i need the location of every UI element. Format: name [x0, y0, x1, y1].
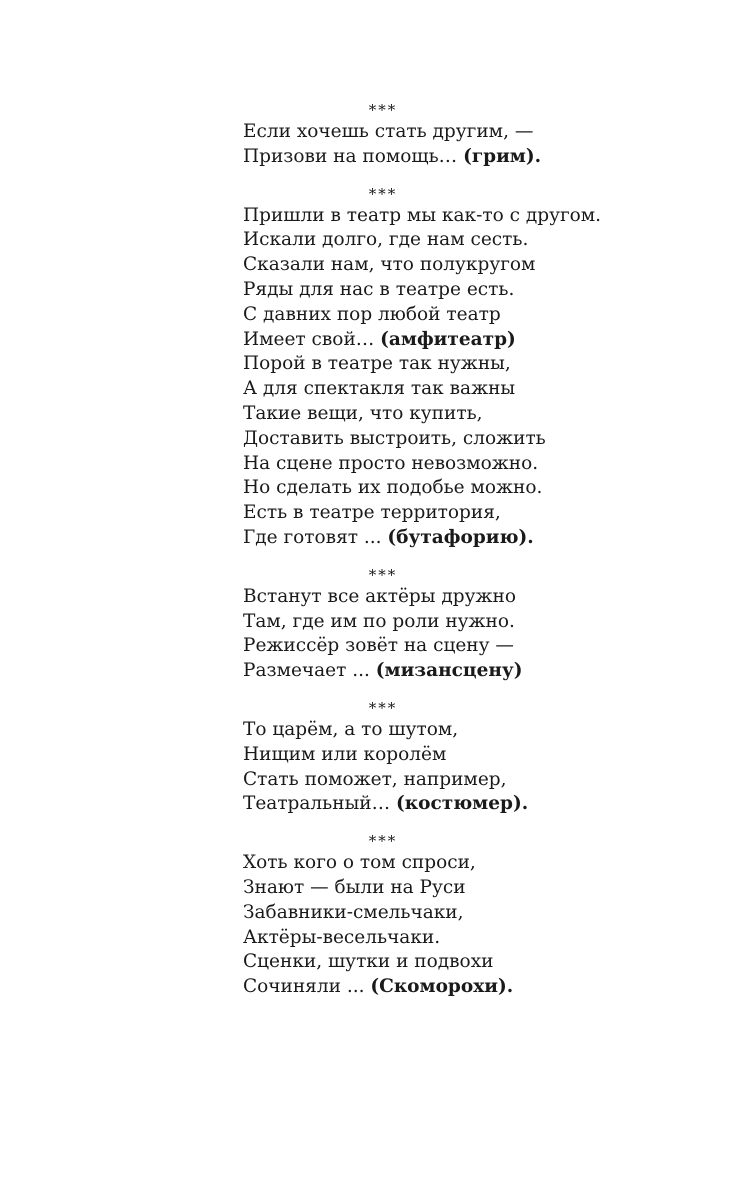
riddle-answer: (Скоморохи). — [370, 976, 514, 998]
poem-line: Сценки, шутки и подвохи — [243, 951, 494, 973]
stanza-separator: *** — [368, 565, 398, 584]
poem-line: Если хочешь стать другим, — — [243, 121, 534, 142]
poem-line: Знают — были на Руси — [243, 876, 466, 898]
stanza-separator: *** — [368, 698, 398, 717]
poem-line: Актёры-весельчаки. — [243, 926, 441, 948]
poem-line: Там, где им по роли нужно. — [243, 610, 515, 632]
poem-line: Стать поможет, например, — [243, 768, 507, 790]
riddle-answer: (бутафорию). — [387, 526, 534, 548]
poem-line: Искали долго, где нам сесть. — [243, 229, 529, 251]
poem-line: Но сделать их подобье можно. — [243, 477, 543, 499]
poem-line-with-answer — [243, 526, 723, 551]
riddle-answer: (амфитеатр) — [380, 328, 516, 350]
poem-line: Порой в театре так нужны, — [243, 353, 511, 375]
riddle-amfiteatr-butaforiya — [243, 184, 723, 551]
poem-line-text: Имеет свой… — [243, 328, 381, 350]
poem-line: Есть в театре территория, — [243, 502, 501, 524]
riddle-mizanscena — [243, 565, 723, 684]
poem-line: Нищим или королём — [243, 743, 447, 765]
poem-line: На сцене просто невозможно. — [243, 452, 539, 474]
poem-line-text: Призови на помощь… — [243, 145, 464, 167]
riddle-answer: (костюмер). — [396, 793, 529, 815]
poem-line-text: Где готовят ... — [243, 526, 388, 548]
poem-line-text: Театральный… — [243, 793, 397, 815]
poem-line: С давних пор любой театр — [243, 303, 501, 325]
stanza-separator: *** — [368, 184, 398, 203]
poem-line: Сказали нам, что полукругом — [243, 254, 536, 276]
poem-line: Встанут все актёры дружно — [243, 585, 516, 607]
riddle-skomorokhi — [243, 831, 723, 1000]
poem-line: Такие вещи, что купить, — [243, 402, 483, 424]
poem-line: Забавники-смельчаки, — [243, 901, 464, 923]
poem-line: Хоть кого о том спроси, — [243, 852, 476, 874]
poem-line: Доставить выстроить, сложить — [243, 427, 546, 449]
poem-line: Пришли в театр мы как-то с другом. — [243, 204, 602, 226]
riddle-answer: (грим). — [463, 145, 542, 167]
poem-line-with-answer — [243, 328, 723, 353]
poem-page — [243, 100, 723, 1014]
stanza-separator: *** — [368, 101, 398, 119]
riddle-kostyumer — [243, 698, 723, 817]
poem-line-text: Размечает ... — [243, 660, 376, 682]
poem-line: То царём, а то шутом, — [243, 718, 459, 740]
poem-line-text: Сочиняли ... — [243, 976, 371, 998]
poem-line-with-answer — [243, 145, 723, 170]
poem-line: А для спектакля так важны — [243, 378, 516, 400]
poem-line-with-answer — [243, 659, 723, 684]
poem-line: Режиссёр зовёт на сцену — — [243, 635, 514, 657]
poem-line: Ряды для нас в театре есть. — [243, 278, 515, 300]
riddle-answer: (мизансцену) — [375, 660, 523, 682]
poem-line-with-answer — [243, 792, 723, 817]
poem-line-with-answer — [243, 975, 723, 1000]
riddle-grim — [243, 100, 723, 170]
stanza-separator: *** — [368, 832, 398, 851]
